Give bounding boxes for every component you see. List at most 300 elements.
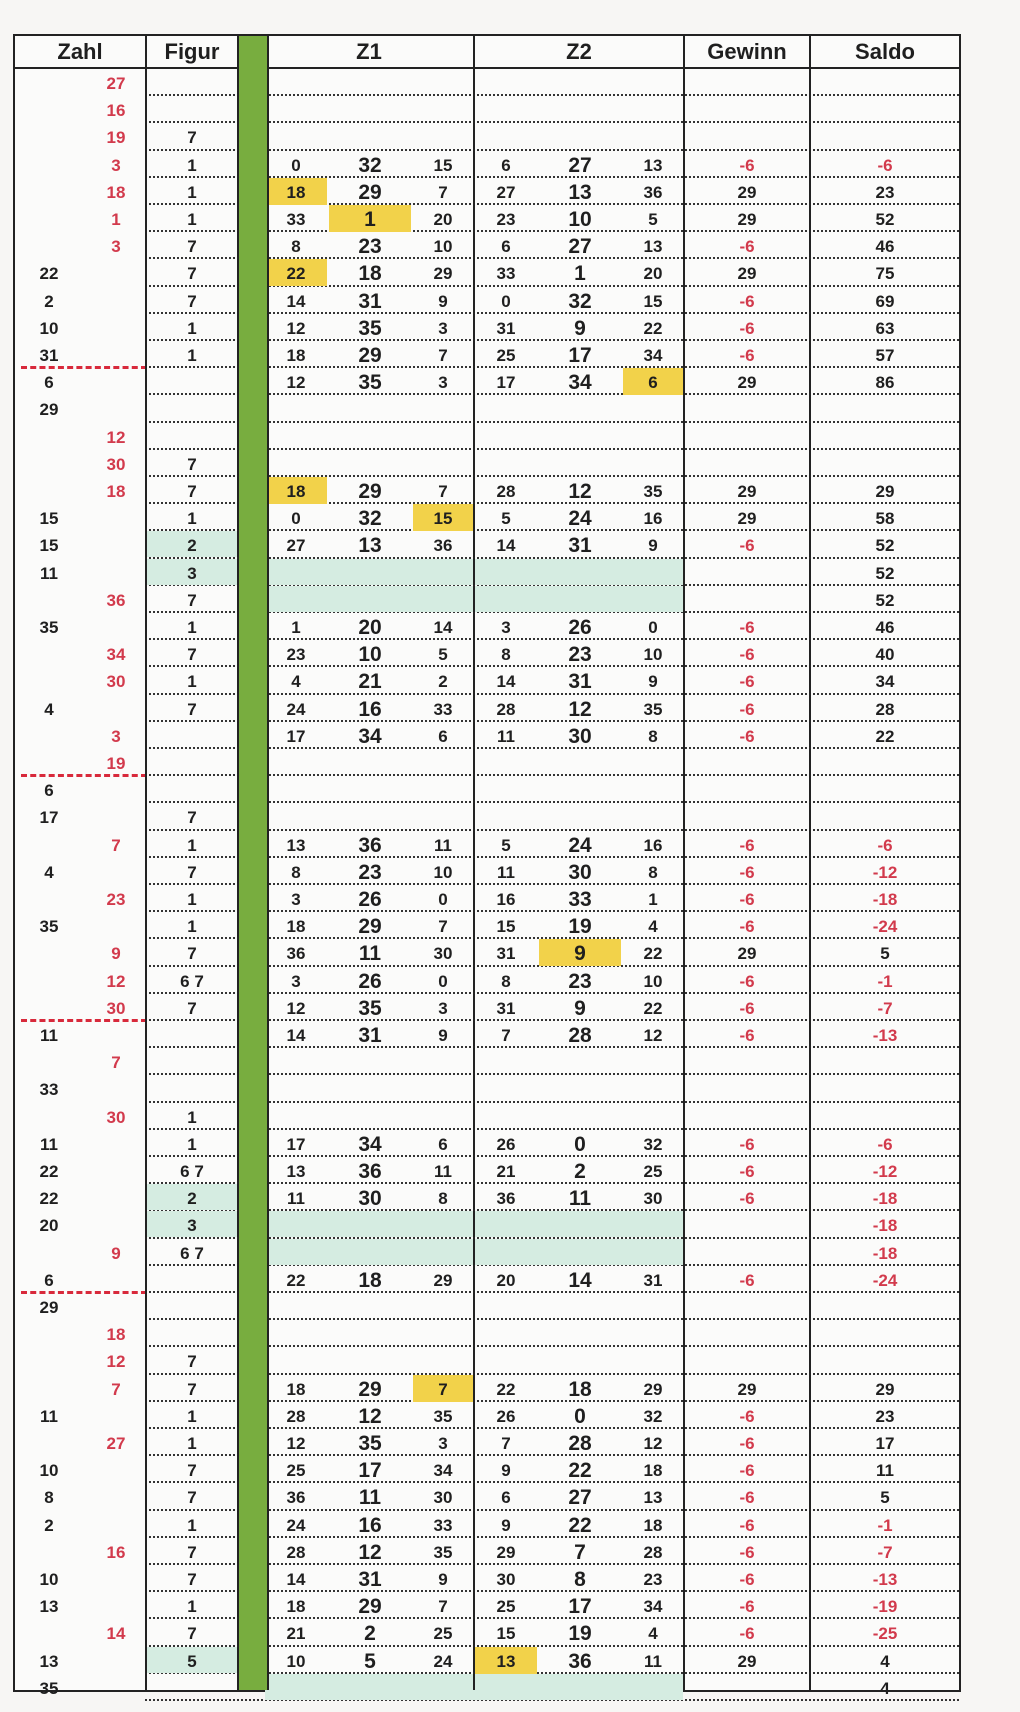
figur-value: 5: [187, 1651, 197, 1671]
zahl-value: 13: [39, 1597, 59, 1617]
z2-value: 15: [496, 1624, 516, 1644]
z2-value: 2: [574, 1160, 586, 1183]
z1-value: 1: [291, 618, 301, 637]
gewinn-value: 29: [737, 373, 757, 393]
z1-value: 12: [358, 1404, 382, 1428]
z1-value: 12: [286, 318, 306, 338]
z2-value: 5: [501, 835, 511, 855]
session-separator: [21, 774, 147, 777]
z1-value: 6: [438, 1134, 448, 1154]
z2-value: 15: [496, 917, 516, 937]
z1-value: 13: [286, 835, 306, 855]
z1-value: 36: [433, 536, 453, 556]
z1-value: 36: [358, 1160, 382, 1183]
zahl-value: 34: [106, 645, 126, 665]
saldo-value: -18: [872, 1189, 898, 1209]
zahl-value: 6: [44, 1270, 54, 1290]
table-row: [15, 1021, 959, 1048]
z2-value: 29: [496, 1542, 516, 1562]
zahl-value: 11: [40, 563, 58, 583]
saldo-value: -6: [877, 155, 893, 175]
z2-value: 24: [568, 833, 592, 857]
z1-value: 11: [287, 1189, 305, 1209]
table-row: [15, 1075, 959, 1102]
table-row: [15, 912, 959, 939]
figur-value: 1: [187, 1434, 197, 1453]
zahl-value: 30: [106, 454, 126, 474]
zahl-value: 11: [40, 1026, 58, 1045]
saldo-value: -25: [872, 1624, 898, 1644]
figur-value: 6 7: [180, 971, 204, 991]
z2-value: 33: [568, 888, 592, 911]
saldo-value: -6: [877, 835, 893, 855]
saldo-value: 52: [875, 563, 895, 583]
z1-value: 31: [358, 289, 382, 313]
saldo-value: 52: [875, 536, 895, 556]
gewinn-value: -6: [739, 917, 755, 937]
z1-value: 21: [358, 670, 382, 694]
saldo-value: -18: [872, 890, 898, 909]
zahl-value: 19: [106, 128, 126, 148]
z1-value: 15: [433, 155, 453, 175]
z2-value: 14: [568, 1268, 592, 1292]
z1-value: 0: [438, 890, 448, 909]
saldo-value: 63: [875, 318, 895, 338]
zahl-value: 7: [111, 1379, 121, 1399]
z2-value: 20: [496, 1270, 516, 1290]
z1-value: 20: [358, 616, 382, 639]
z1-value: 18: [358, 262, 382, 286]
z2-value: 9: [501, 1515, 511, 1535]
z2-value: 10: [568, 208, 592, 231]
gewinn-value: -6: [739, 1162, 755, 1181]
header-saldo: Saldo: [855, 39, 915, 64]
z1-value: 2: [438, 672, 448, 692]
table-row: [15, 450, 959, 477]
z2-value: 30: [643, 1189, 663, 1209]
z2-value: 8: [574, 1568, 586, 1591]
z2-value: 4: [648, 1624, 658, 1644]
gewinn-value: -6: [739, 1270, 755, 1290]
zahl-value: 14: [106, 1624, 126, 1644]
z1-value: 26: [358, 888, 382, 911]
figur-value: 1: [187, 1406, 197, 1426]
z2-value: 6: [501, 1488, 511, 1508]
zahl-value: 22: [39, 1189, 59, 1209]
gewinn-value: 29: [737, 1379, 757, 1399]
z1-value: 15: [413, 504, 473, 531]
z2-value: 19: [568, 915, 592, 939]
saldo-value: 52: [875, 210, 895, 229]
z2-value: 0: [574, 1132, 586, 1156]
z2-value: 5: [501, 509, 511, 529]
z2-value: 11: [497, 862, 515, 882]
table-row: [15, 1565, 959, 1592]
saldo-value: -18: [872, 1243, 898, 1263]
z2-value: 25: [643, 1162, 663, 1181]
table-row: [15, 1130, 959, 1157]
table-row: [15, 1456, 959, 1483]
figur-value: 7: [187, 1379, 197, 1399]
gewinn-value: 29: [737, 264, 757, 284]
z2-value: 12: [568, 697, 592, 721]
z2-value: 30: [568, 860, 592, 884]
z1-value: 3: [438, 318, 448, 338]
table-row: [15, 1157, 959, 1184]
z2-value: 12: [568, 480, 592, 503]
gewinn-value: -6: [739, 1570, 755, 1589]
z2-value: 25: [496, 1597, 516, 1617]
z1-value: 32: [358, 507, 382, 531]
z1-value: 18: [265, 477, 327, 504]
zahl-value: 9: [111, 1243, 121, 1263]
figur-value: 1: [187, 346, 197, 365]
z1-value: 29: [358, 180, 382, 204]
z1-value: 18: [265, 178, 327, 205]
z1-value: 25: [286, 1461, 306, 1481]
z1-value: 13: [358, 534, 382, 558]
figur-value: 2: [187, 536, 197, 556]
table-row: [15, 994, 959, 1021]
z1-value: 8: [438, 1189, 448, 1209]
z2-value: 0: [648, 618, 658, 637]
z1-value: 11: [434, 1162, 452, 1181]
z2-value: 0: [501, 291, 511, 311]
z2-value: 13: [475, 1647, 537, 1674]
z2-value: 14: [496, 672, 516, 692]
zahl-value: 27: [106, 1434, 126, 1453]
gewinn-value: -6: [739, 618, 755, 637]
z2-value: 28: [643, 1542, 663, 1562]
saldo-value: 4: [880, 1651, 890, 1671]
header-zahl: Zahl: [57, 39, 103, 64]
zahl-value: 10: [39, 1570, 59, 1589]
saldo-value: 40: [875, 645, 895, 665]
z2-value: 21: [496, 1162, 516, 1181]
z1-value: 18: [286, 917, 306, 937]
z2-value: 16: [496, 890, 516, 909]
z1-value: 3: [291, 971, 301, 991]
table-row: [15, 423, 959, 450]
zahl-value: 31: [39, 346, 59, 365]
z1-value: 17: [286, 726, 306, 746]
z2-value: 6: [501, 155, 511, 175]
figur-value: 7: [187, 1570, 197, 1589]
saldo-value: 58: [875, 509, 895, 529]
z2-value: 14: [496, 536, 516, 556]
z1-value: 1: [329, 205, 411, 232]
z2-value: 19: [568, 1622, 592, 1646]
z2-value: 8: [501, 971, 511, 991]
z1-value: 35: [358, 316, 382, 340]
z1-value: 28: [286, 1542, 306, 1562]
gewinn-value: -6: [739, 291, 755, 311]
z2-value: 10: [643, 971, 663, 991]
column-line: [809, 36, 811, 1690]
gewinn-value: -6: [739, 835, 755, 855]
z1-value: 29: [358, 480, 382, 503]
z1-value: 31: [358, 1024, 382, 1047]
table-row: [15, 613, 959, 640]
saldo-value: -1: [877, 1515, 893, 1535]
z2-value: 22: [496, 1379, 516, 1399]
z1-value: 11: [358, 1486, 382, 1510]
table-row: [15, 477, 959, 504]
figur-value: 7: [187, 291, 197, 311]
z1-value: 14: [286, 291, 306, 311]
zahl-value: 19: [106, 754, 126, 773]
z1-value: 5: [364, 1649, 376, 1673]
z1-value: 14: [286, 1570, 306, 1589]
table-row: [15, 69, 959, 96]
z2-value: 34: [568, 371, 592, 395]
z2-value: 1: [648, 890, 658, 909]
saldo-value: 75: [875, 264, 895, 284]
table-row: [15, 531, 959, 558]
table-row: [15, 722, 959, 749]
z1-value: 10: [286, 1651, 306, 1671]
z1-value: 29: [358, 1377, 382, 1401]
gewinn-value: -6: [739, 155, 755, 175]
z1-value: 30: [358, 1187, 382, 1211]
table-row: [15, 1320, 959, 1347]
saldo-value: 23: [875, 182, 895, 202]
zahl-value: 36: [106, 590, 126, 610]
z1-value: 30: [433, 1488, 453, 1508]
saldo-value: 22: [875, 726, 895, 746]
saldo-value: 46: [875, 237, 895, 257]
gewinn-value: -6: [739, 726, 755, 746]
zahl-value: 18: [106, 182, 126, 202]
figur-value: 3: [187, 563, 197, 583]
header-figur: Figur: [164, 39, 220, 64]
z1-value: 12: [286, 373, 306, 393]
gewinn-value: -6: [739, 318, 755, 338]
table-row: [15, 1619, 959, 1646]
header-z1: Z1: [356, 39, 382, 64]
figur-value: 2: [187, 1189, 197, 1209]
table-row: [15, 341, 959, 368]
z2-value: 22: [568, 1459, 592, 1483]
saldo-value: -12: [872, 862, 898, 882]
figur-value: 7: [187, 1461, 197, 1481]
z1-value: 5: [438, 645, 448, 665]
z1-value: 35: [358, 371, 382, 395]
figur-value: 7: [187, 482, 197, 501]
zahl-value: 11: [40, 1406, 58, 1426]
saldo-value: -24: [872, 1270, 898, 1290]
table-row: [15, 178, 959, 205]
figur-value: 7: [187, 998, 197, 1018]
z2-value: 4: [648, 917, 658, 937]
table-row: [15, 123, 959, 150]
z2-value: 8: [648, 726, 658, 746]
table-row: [15, 1592, 959, 1619]
figur-value: 7: [187, 1542, 197, 1562]
zahl-value: 10: [39, 1461, 59, 1481]
zahl-value: 12: [106, 971, 126, 991]
z1-value: 14: [286, 1026, 306, 1045]
z2-value: 31: [643, 1270, 663, 1290]
table-row: [15, 858, 959, 885]
gewinn-value: -6: [739, 672, 755, 692]
table-row: [15, 151, 959, 178]
z1-value: 7: [438, 346, 448, 365]
z1-value: 3: [438, 373, 448, 393]
z2-value: 28: [496, 482, 516, 501]
z1-value: 7: [438, 482, 448, 501]
column-line: [473, 36, 475, 1690]
figur-value: 7: [187, 862, 197, 882]
zahl-value: 30: [106, 1107, 126, 1127]
green-divider-bar: [237, 36, 269, 1690]
z2-value: 5: [648, 210, 658, 229]
z2-value: 18: [643, 1515, 663, 1535]
z2-value: 16: [643, 835, 663, 855]
z2-value: 23: [568, 643, 592, 667]
zahl-value: 1: [111, 210, 121, 229]
z1-value: 11: [358, 942, 382, 966]
table-row: [15, 1266, 959, 1293]
z2-value: 26: [496, 1134, 516, 1154]
session-separator: [21, 1019, 147, 1022]
z1-value: 9: [438, 291, 448, 311]
z2-value: 27: [568, 1486, 592, 1510]
table-row: [15, 1211, 959, 1238]
figur-value: 7: [187, 1488, 197, 1508]
figur-value: 7: [187, 1352, 197, 1372]
z2-value: 11: [497, 726, 515, 746]
saldo-value: 46: [875, 618, 895, 637]
z2-value: 32: [568, 289, 592, 313]
z1-value: 35: [358, 1432, 382, 1455]
z2-value: 36: [643, 182, 663, 202]
zahl-value: 29: [39, 1298, 59, 1317]
table-header: [15, 36, 959, 69]
z2-value: 22: [643, 318, 663, 338]
z2-value: 6: [623, 368, 683, 395]
z2-value: 13: [643, 1488, 663, 1508]
z2-value: 12: [643, 1434, 663, 1453]
z1-value: 34: [433, 1461, 453, 1481]
z2-value: 35: [643, 482, 663, 501]
table-row: [15, 586, 959, 613]
z1-value: 29: [358, 915, 382, 939]
zahl-value: 16: [106, 1542, 126, 1562]
table-row: [15, 695, 959, 722]
z1-value: 13: [286, 1162, 306, 1181]
z1-value: 0: [291, 155, 301, 175]
z2-value: 16: [643, 509, 663, 529]
z2-value: 11: [568, 1187, 592, 1211]
table-row: [15, 1647, 959, 1674]
z1-value: 34: [358, 1132, 382, 1156]
table-row: [15, 1538, 959, 1565]
z1-value: 29: [358, 344, 382, 367]
saldo-value: -18: [872, 1216, 898, 1236]
z1-value: 23: [286, 645, 306, 665]
figur-value: 1: [187, 509, 197, 529]
z1-value: 12: [286, 1434, 306, 1453]
z2-value: 17: [568, 344, 592, 367]
z2-value: 23: [643, 1570, 663, 1589]
z2-value: 9: [648, 536, 658, 556]
table-row: [15, 1483, 959, 1510]
table-row: [15, 395, 959, 422]
z2-value: 27: [568, 235, 592, 259]
zahl-value: 7: [111, 835, 121, 855]
figur-value: 7: [187, 590, 197, 610]
z1-value: 33: [286, 210, 306, 229]
table-row: [15, 939, 959, 966]
z1-value: 21: [286, 1624, 306, 1644]
z2-value: 31: [568, 670, 592, 694]
saldo-value: -7: [877, 1542, 893, 1562]
gewinn-value: -6: [739, 1542, 755, 1562]
z2-value: 17: [568, 1595, 592, 1619]
gewinn-value: -6: [739, 1434, 755, 1453]
table-row: [15, 749, 959, 776]
gewinn-value: -6: [739, 1461, 755, 1481]
session-separator: [21, 366, 147, 369]
z1-value: 23: [358, 860, 382, 884]
z1-value: 3: [438, 998, 448, 1018]
figur-value: 3: [187, 1216, 197, 1236]
z1-value: 7: [413, 1375, 473, 1402]
z2-value: 31: [496, 318, 516, 338]
zahl-value: 33: [39, 1080, 59, 1100]
table-row: [15, 967, 959, 994]
table-row: [15, 1103, 959, 1130]
z1-value: 0: [291, 509, 301, 529]
saldo-value: 17: [875, 1434, 895, 1453]
roulette-record-sheet: [13, 34, 961, 1698]
z1-value: 2: [364, 1622, 376, 1646]
z1-value: 33: [433, 1515, 453, 1535]
z1-value: 32: [358, 153, 382, 177]
z1-value: 7: [438, 917, 448, 937]
z2-value: 32: [643, 1406, 663, 1426]
z2-value: 15: [643, 291, 663, 311]
zahl-value: 30: [106, 672, 126, 692]
z2-value: 26: [568, 616, 592, 639]
z1-value: 22: [286, 1270, 306, 1290]
figur-value: 1: [187, 917, 197, 937]
z2-value: 36: [568, 1649, 592, 1673]
table-row: [15, 1674, 959, 1701]
z2-value: 25: [496, 346, 516, 365]
table-row: [15, 1293, 959, 1320]
gewinn-value: -6: [739, 1515, 755, 1535]
z2-value: 24: [568, 507, 592, 531]
table-row: [15, 314, 959, 341]
saldo-value: -24: [872, 917, 898, 937]
z1-value: 23: [358, 235, 382, 259]
z1-value: 17: [358, 1459, 382, 1483]
z2-value: 8: [648, 862, 658, 882]
zahl-value: 23: [106, 890, 126, 909]
figur-value: 7: [187, 128, 197, 148]
figur-value: 1: [187, 835, 197, 855]
z2-value: 13: [643, 155, 663, 175]
saldo-value: 23: [875, 1406, 895, 1426]
z2-value: 9: [574, 316, 586, 340]
figur-value: 1: [187, 182, 197, 202]
z1-value: 16: [358, 697, 382, 721]
z1-value: 29: [358, 1595, 382, 1619]
gewinn-value: -6: [739, 237, 755, 257]
table-row: [15, 1511, 959, 1538]
